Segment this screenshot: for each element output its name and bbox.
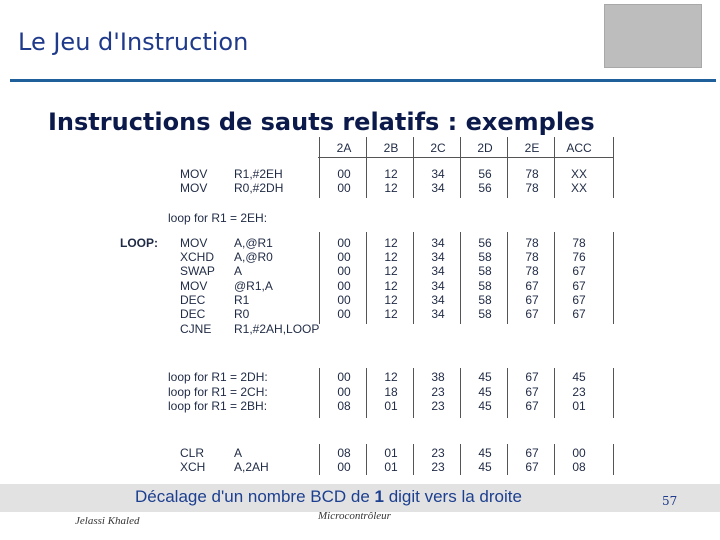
- register-value: 01: [384, 460, 398, 474]
- register-value: 12: [384, 307, 398, 321]
- instruction-operand: R1,#2EH: [234, 167, 283, 181]
- register-value: 00: [337, 460, 351, 474]
- register-value: 00: [337, 264, 351, 278]
- register-value: 18: [384, 385, 398, 399]
- register-value: 08: [572, 460, 586, 474]
- instruction-mnemonic: SWAP: [180, 264, 215, 278]
- instruction-mnemonic: CLR: [180, 446, 205, 460]
- register-value: 00: [337, 385, 351, 399]
- register-value: 34: [431, 181, 445, 195]
- instruction-mnemonic: MOV: [180, 279, 208, 293]
- table-row: [0, 250, 720, 264]
- loop-note: loop for R1 = 2EH:: [168, 211, 268, 225]
- register-value: 78: [572, 236, 586, 250]
- register-value: 01: [572, 399, 586, 413]
- register-value: 78: [525, 181, 539, 195]
- register-value: XX: [570, 181, 587, 195]
- instruction-mnemonic: XCH: [180, 460, 206, 474]
- table-row: [0, 279, 720, 293]
- register-value: 38: [431, 370, 445, 384]
- register-value: 23: [431, 385, 445, 399]
- table-row: [0, 167, 720, 181]
- instruction-operand: A,2AH: [234, 460, 269, 474]
- register-value: 67: [525, 293, 539, 307]
- register-value: 00: [337, 293, 351, 307]
- register-value: 08: [337, 399, 351, 413]
- column-header-2a: 2A: [336, 141, 352, 155]
- register-value: 67: [572, 307, 586, 321]
- instruction-operand: R0,#2DH: [234, 181, 284, 195]
- instruction-operand: @R1,A: [234, 279, 273, 293]
- register-value: 00: [337, 250, 351, 264]
- register-value: 00: [337, 279, 351, 293]
- instruction-operand: A,@R0: [234, 250, 273, 264]
- register-value: 00: [337, 167, 351, 181]
- caption-digit: 1: [374, 487, 384, 506]
- loop-note: loop for R1 = 2DH:: [168, 370, 268, 384]
- register-value: 58: [478, 279, 492, 293]
- caption-prefix: Décalage d'un nombre BCD de: [135, 487, 375, 506]
- table-row: [0, 385, 720, 399]
- register-value: 23: [431, 446, 445, 460]
- register-value: 34: [431, 236, 445, 250]
- header-rule: [318, 157, 614, 158]
- register-value: 45: [478, 446, 492, 460]
- page-number: 57: [662, 494, 678, 508]
- register-value: 67: [525, 399, 539, 413]
- register-value: 34: [431, 167, 445, 181]
- instruction-operand: R1: [234, 293, 250, 307]
- register-value: 01: [384, 446, 398, 460]
- register-value: 78: [525, 236, 539, 250]
- table-row: [0, 211, 720, 225]
- register-value: 00: [337, 181, 351, 195]
- register-value: 34: [431, 250, 445, 264]
- table-row: [0, 181, 720, 195]
- register-value: 76: [572, 250, 586, 264]
- title-divider: [10, 79, 716, 82]
- table-row: [0, 264, 720, 278]
- register-value: 12: [384, 250, 398, 264]
- register-value: 12: [384, 264, 398, 278]
- register-value: 67: [525, 307, 539, 321]
- register-value: 34: [431, 264, 445, 278]
- caption-text: [135, 487, 522, 507]
- table-row: [0, 307, 720, 321]
- register-value: 45: [478, 399, 492, 413]
- register-value: 67: [525, 460, 539, 474]
- register-value: 00: [572, 446, 586, 460]
- register-value: 67: [525, 370, 539, 384]
- instruction-mnemonic: CJNE: [180, 322, 212, 336]
- instruction-mnemonic: MOV: [180, 167, 208, 181]
- instruction-mnemonic: DEC: [180, 307, 206, 321]
- register-value: 23: [431, 399, 445, 413]
- slide-title: Le Jeu d'Instruction: [18, 28, 249, 56]
- column-header-2e: 2E: [524, 141, 540, 155]
- register-value: 45: [572, 370, 586, 384]
- register-value: 56: [478, 167, 492, 181]
- footer-author: Jelassi Khaled: [75, 515, 140, 527]
- register-value: 58: [478, 293, 492, 307]
- register-value: 58: [478, 307, 492, 321]
- register-value: 56: [478, 181, 492, 195]
- instruction-mnemonic: MOV: [180, 236, 208, 250]
- register-value: 01: [384, 399, 398, 413]
- register-value: 23: [431, 460, 445, 474]
- register-value: 78: [525, 264, 539, 278]
- instruction-operand: R0: [234, 307, 250, 321]
- register-value: XX: [570, 167, 587, 181]
- table-row: [0, 370, 720, 384]
- table-row: [0, 236, 720, 250]
- corner-placeholder-box: [604, 4, 702, 68]
- table-row: [0, 460, 720, 474]
- register-value: 12: [384, 236, 398, 250]
- loop-note: loop for R1 = 2BH:: [168, 399, 268, 413]
- instruction-operand: A: [234, 446, 243, 460]
- register-value: 58: [478, 264, 492, 278]
- instruction-mnemonic: DEC: [180, 293, 206, 307]
- loop-note: loop for R1 = 2CH:: [168, 385, 268, 399]
- register-value: 34: [431, 307, 445, 321]
- register-value: 34: [431, 279, 445, 293]
- register-value: 45: [478, 370, 492, 384]
- register-value: 23: [572, 385, 586, 399]
- register-value: 67: [525, 385, 539, 399]
- table-row: [0, 322, 720, 336]
- register-value: 67: [525, 279, 539, 293]
- table-row: [0, 446, 720, 460]
- instruction-operand: R1,#2AH,LOOP: [234, 322, 320, 336]
- register-value: 12: [384, 279, 398, 293]
- caption-suffix: digit vers la droite: [383, 487, 522, 506]
- column-header-2b: 2B: [383, 141, 399, 155]
- register-value: 12: [384, 167, 398, 181]
- register-value: 00: [337, 236, 351, 250]
- column-header-2c: 2C: [430, 141, 446, 155]
- register-value: 12: [384, 370, 398, 384]
- column-header-2d: 2D: [477, 141, 493, 155]
- register-value: 67: [572, 264, 586, 278]
- instruction-mnemonic: MOV: [180, 181, 208, 195]
- register-value: 00: [337, 370, 351, 384]
- register-value: 67: [525, 446, 539, 460]
- footer-course: Microcontrôleur: [318, 510, 391, 522]
- slide-subtitle: Instructions de sauts relatifs : exemples: [48, 108, 595, 136]
- register-value: 45: [478, 385, 492, 399]
- register-value: 12: [384, 293, 398, 307]
- table-row: [0, 399, 720, 413]
- register-value: 34: [431, 293, 445, 307]
- column-header-acc: ACC: [566, 141, 592, 155]
- register-value: 78: [525, 250, 539, 264]
- register-value: 56: [478, 236, 492, 250]
- register-value: 67: [572, 293, 586, 307]
- register-value: 45: [478, 460, 492, 474]
- register-value: 67: [572, 279, 586, 293]
- loop-label: LOOP:: [120, 236, 158, 250]
- table-row: [0, 293, 720, 307]
- register-value: 08: [337, 446, 351, 460]
- register-value: 78: [525, 167, 539, 181]
- register-value: 58: [478, 250, 492, 264]
- register-value: 00: [337, 307, 351, 321]
- instruction-mnemonic: XCHD: [180, 250, 215, 264]
- instruction-operand: A: [234, 264, 243, 278]
- register-value: 12: [384, 181, 398, 195]
- instruction-operand: A,@R1: [234, 236, 273, 250]
